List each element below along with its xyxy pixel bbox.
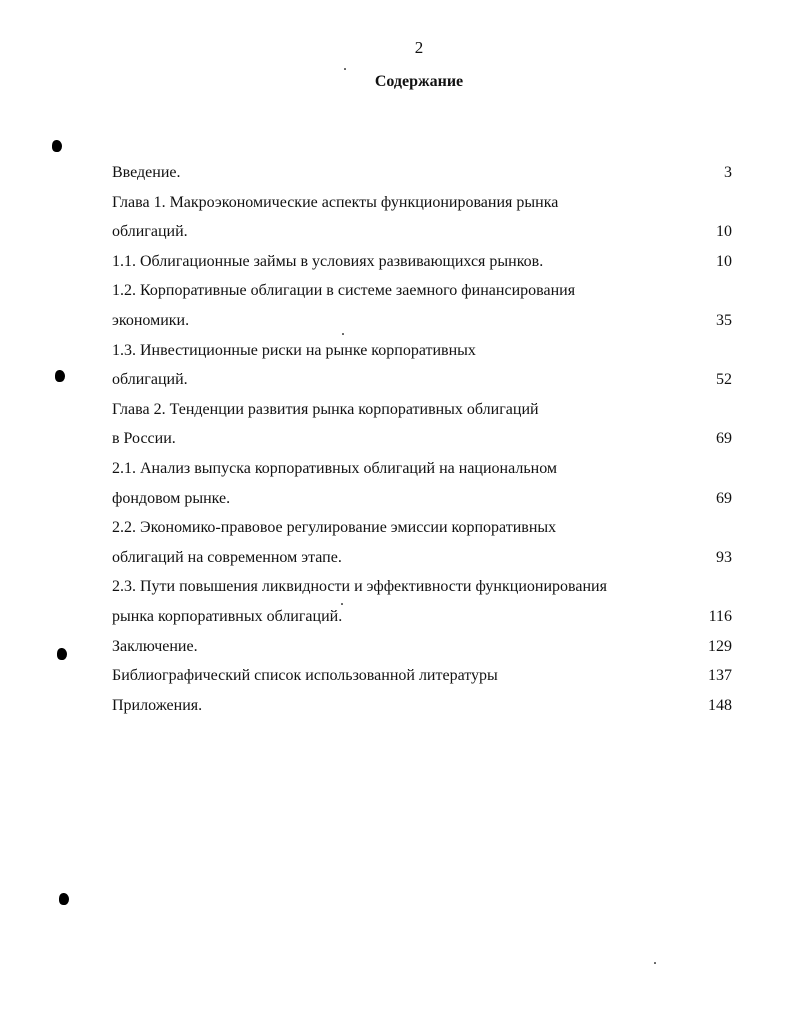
toc-line: [112, 424, 732, 454]
toc-entry-text: 1.3. Инвестиционные риски на рынке корпоративных: [112, 341, 476, 359]
toc-line: [112, 602, 732, 632]
toc-entry-text: облигаций.: [112, 223, 188, 241]
toc-line: [112, 188, 732, 218]
toc-entry: [112, 276, 732, 335]
toc-entry: [112, 336, 732, 395]
toc-line: [112, 217, 732, 247]
toc-page-number: 93: [716, 548, 732, 566]
toc-entry-text: Глава 2. Тенденции развития рынка корпоративных облигаций: [112, 400, 539, 418]
toc-page-number: 69: [716, 430, 732, 448]
toc-line: [112, 632, 732, 662]
toc-line: [112, 395, 732, 425]
toc-line: [112, 661, 732, 691]
toc-page-number: 10: [716, 252, 732, 270]
toc-page-number: 10: [716, 223, 732, 241]
binder-hole-mark: [52, 140, 62, 152]
toc-line: [112, 691, 732, 721]
toc-line: [112, 365, 732, 395]
toc-page-number: 148: [708, 696, 732, 714]
toc-line: [112, 454, 732, 484]
toc-line: [112, 572, 732, 602]
toc-entry-text: Глава 1. Макроэкономические аспекты функционирования рынка: [112, 193, 559, 211]
toc-entry-text: Приложения.: [112, 696, 203, 714]
toc-entry: [112, 454, 732, 513]
scan-speck: [342, 333, 344, 335]
toc-entry-text: 2.3. Пути повышения ликвидности и эффективности функционирования: [112, 578, 607, 596]
table-of-contents: [112, 158, 732, 720]
toc-entry: [112, 247, 732, 277]
toc-entry: [112, 158, 732, 188]
toc-page-number: 52: [716, 371, 732, 389]
toc-entry: [112, 395, 732, 454]
toc-entry-text: экономики.: [112, 311, 190, 329]
toc-page-number: 137: [708, 667, 732, 685]
toc-entry: [112, 691, 732, 721]
toc-page-number: 35: [716, 311, 732, 329]
toc-entry: [112, 513, 732, 572]
toc-page-number: 129: [708, 637, 732, 655]
page-title: Содержание: [374, 73, 464, 90]
scan-speck: [654, 962, 656, 964]
toc-entry-text: 1.2. Корпоративные облигации в системе заемного финансирования: [112, 282, 576, 300]
toc-entry: [112, 572, 732, 631]
toc-entry: [112, 661, 732, 691]
toc-page-number: 3: [724, 164, 732, 181]
toc-entry-text: облигаций.: [112, 371, 188, 389]
toc-entry-text: фондовом рынке.: [112, 489, 231, 507]
toc-entry-text: Заключение.: [112, 637, 198, 655]
toc-line: [112, 276, 732, 306]
toc-line: [112, 484, 732, 514]
toc-entry-text: 2.2. Экономико-правовое регулирование эмиссии корпоративных: [112, 519, 557, 537]
binder-hole-mark: [57, 648, 67, 660]
binder-hole-mark: [55, 370, 65, 382]
page-number: 2: [414, 38, 424, 57]
toc-line: [112, 158, 732, 188]
toc-entry: [112, 632, 732, 662]
toc-page-number: 69: [716, 489, 732, 507]
toc-entry-text: Введение.: [112, 164, 181, 181]
toc-entry-text: облигаций на современном этапе.: [112, 548, 342, 566]
scan-speck: [344, 68, 346, 70]
toc-line: [112, 336, 732, 366]
scan-speck: [341, 603, 343, 605]
binder-hole-mark: [59, 893, 69, 905]
toc-line: [112, 247, 732, 277]
toc-line: [112, 306, 732, 336]
toc-entry-text: 1.1. Облигационные займы в условиях развивающихся рынков.: [112, 252, 544, 270]
toc-entry-text: 2.1. Анализ выпуска корпоративных облигаций на национальном: [112, 459, 558, 477]
toc-page-number: 116: [708, 607, 732, 625]
toc-entry-text: в России.: [112, 430, 176, 448]
toc-line: [112, 543, 732, 573]
toc-entry: [112, 188, 732, 247]
toc-line: [112, 513, 732, 543]
toc-entry-text: Библиографический список использованной литературы: [112, 667, 498, 685]
toc-entry-text: рынка корпоративных облигаций.: [112, 607, 343, 625]
